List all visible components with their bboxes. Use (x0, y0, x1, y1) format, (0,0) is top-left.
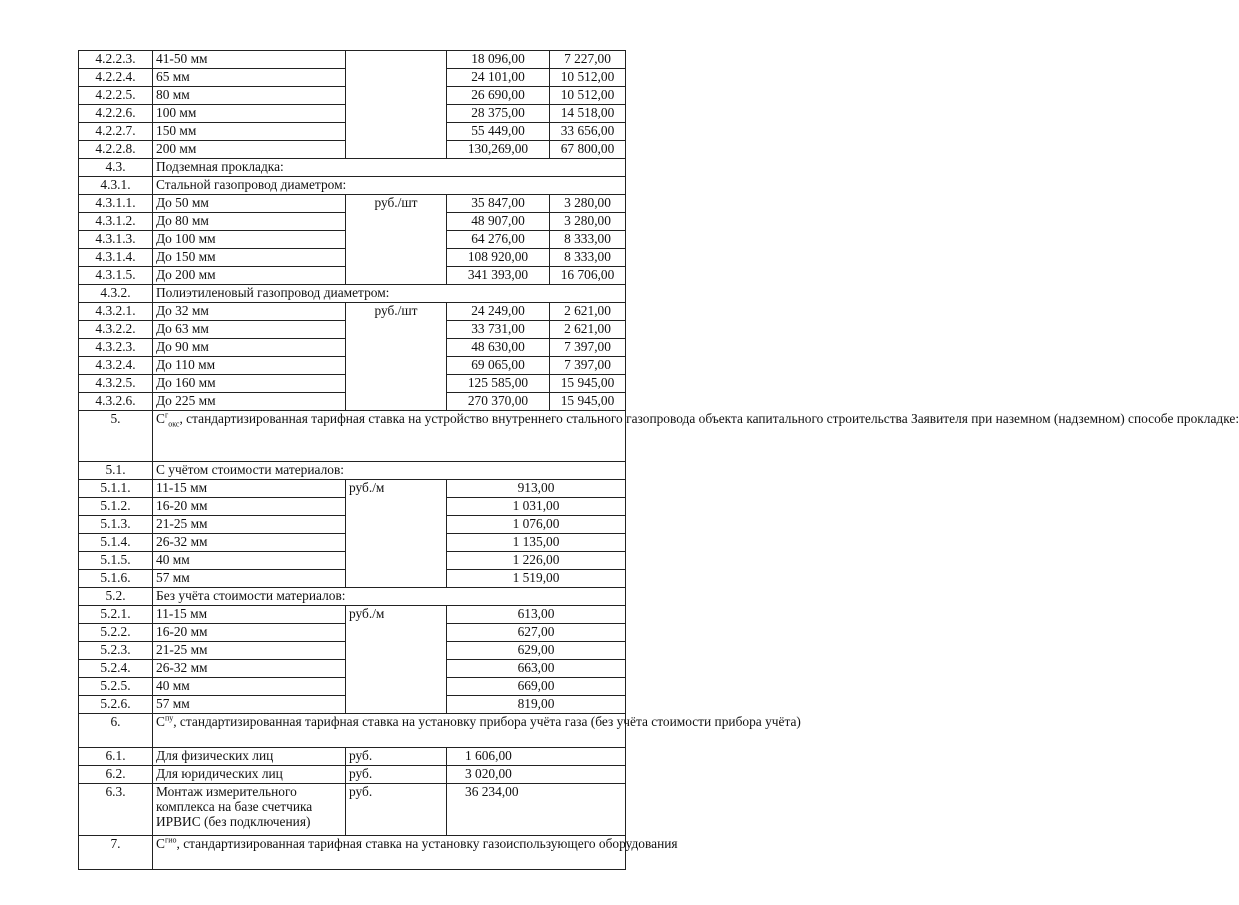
price: 3 020,00 (447, 766, 626, 784)
row-description: До 100 мм (153, 231, 346, 249)
section-title: Полиэтиленовый газопровод диаметром: (153, 285, 626, 303)
price-with-materials: 55 449,00 (447, 123, 550, 141)
price-without-materials: 8 333,00 (550, 231, 626, 249)
row-number: 4.3.2.4. (79, 357, 153, 375)
price-with-materials: 28 375,00 (447, 105, 550, 123)
row-description: 80 мм (153, 87, 346, 105)
row-number: 5.2.1. (79, 606, 153, 624)
price-with-materials: 64 276,00 (447, 231, 550, 249)
price-without-materials: 7 397,00 (550, 339, 626, 357)
price: 1 606,00 (447, 748, 626, 766)
price-without-materials: 33 656,00 (550, 123, 626, 141)
row-description: Для юридических лиц (153, 766, 346, 784)
section-heading-row (79, 588, 626, 606)
row-description: 16-20 мм (153, 624, 346, 642)
row-number: 5.1.1. (79, 480, 153, 498)
table-row (79, 606, 626, 624)
row-number: 4.3.2.3. (79, 339, 153, 357)
row-description: 150 мм (153, 123, 346, 141)
price-with-materials: 108 920,00 (447, 249, 550, 267)
price-with-materials: 24 101,00 (447, 69, 550, 87)
row-number: 4.3.1.2. (79, 213, 153, 231)
price-with-materials: 69 065,00 (447, 357, 550, 375)
section-heading-row (79, 285, 626, 303)
row-description: До 32 мм (153, 303, 346, 321)
row-number: 5.1.5. (79, 552, 153, 570)
table-row (79, 480, 626, 498)
section-heading-row (79, 714, 626, 748)
table-row (79, 766, 626, 784)
row-number: 6.1. (79, 748, 153, 766)
row-description: 100 мм (153, 105, 346, 123)
row-description: 16-20 мм (153, 498, 346, 516)
price-with-materials: 270 370,00 (447, 393, 550, 411)
row-number: 4.3.2.2. (79, 321, 153, 339)
price-without-materials: 14 518,00 (550, 105, 626, 123)
formula-superscript: гио (164, 835, 177, 845)
section-heading-row (79, 836, 626, 870)
price: 1 519,00 (447, 570, 626, 588)
price: 1 031,00 (447, 498, 626, 516)
price-without-materials: 2 621,00 (550, 303, 626, 321)
row-description: До 200 мм (153, 267, 346, 285)
row-description: До 225 мм (153, 393, 346, 411)
row-number: 4.3.1.1. (79, 195, 153, 213)
row-description: До 160 мм (153, 375, 346, 393)
section-number: 4.3.1. (79, 177, 153, 195)
price: 1 135,00 (447, 534, 626, 552)
section-number: 4.3.2. (79, 285, 153, 303)
price-without-materials: 3 280,00 (550, 195, 626, 213)
price: 1 226,00 (447, 552, 626, 570)
table-row (79, 51, 626, 69)
section-text: , стандартизированная тарифная ставка на установку газоиспользующего оборудования (176, 836, 678, 851)
row-number: 5.1.6. (79, 570, 153, 588)
row-number: 4.2.2.3. (79, 51, 153, 69)
section-heading-row (79, 177, 626, 195)
price-without-materials: 8 333,00 (550, 249, 626, 267)
price-without-materials: 7 397,00 (550, 357, 626, 375)
section-number: 7. (79, 836, 153, 870)
price: 669,00 (447, 678, 626, 696)
section-number: 5.2. (79, 588, 153, 606)
row-description: До 80 мм (153, 213, 346, 231)
price-without-materials: 2 621,00 (550, 321, 626, 339)
section-title: Подземная прокладка: (153, 159, 626, 177)
row-number: 5.2.2. (79, 624, 153, 642)
row-number: 4.3.2.1. (79, 303, 153, 321)
row-description: 41-50 мм (153, 51, 346, 69)
price-with-materials: 24 249,00 (447, 303, 550, 321)
section-title: С учётом стоимости материалов: (153, 462, 626, 480)
price-with-materials: 33 731,00 (447, 321, 550, 339)
price-with-materials: 130,269,00 (447, 141, 550, 159)
price-with-materials: 35 847,00 (447, 195, 550, 213)
row-number: 4.3.1.4. (79, 249, 153, 267)
price: 1 076,00 (447, 516, 626, 534)
price-without-materials: 10 512,00 (550, 69, 626, 87)
row-description: Для физических лиц (153, 748, 346, 766)
unit-cell: руб. (346, 766, 447, 784)
row-description: До 110 мм (153, 357, 346, 375)
formula-superscript: пу (164, 713, 174, 723)
price: 36 234,00 (447, 784, 626, 836)
row-number: 4.3.1.5. (79, 267, 153, 285)
row-number: 5.1.2. (79, 498, 153, 516)
section-number: 5. (79, 411, 153, 462)
price: 819,00 (447, 696, 626, 714)
row-number: 4.3.1.3. (79, 231, 153, 249)
formula-symbol: С (156, 714, 165, 729)
unit-cell: руб./м (346, 606, 447, 714)
unit-cell (346, 51, 447, 159)
unit-cell: руб./м (346, 480, 447, 588)
row-description: 40 мм (153, 552, 346, 570)
formula-symbol: С (156, 411, 165, 426)
unit-cell: руб. (346, 784, 447, 836)
row-number: 6.2. (79, 766, 153, 784)
price-without-materials: 15 945,00 (550, 375, 626, 393)
price-without-materials: 10 512,00 (550, 87, 626, 105)
row-number: 4.2.2.7. (79, 123, 153, 141)
row-description: 21-25 мм (153, 642, 346, 660)
row-description: Монтаж измерительного комплекса на базе счетчика ИРВИС (без подключения) (153, 784, 346, 836)
price: 629,00 (447, 642, 626, 660)
section-number: 5.1. (79, 462, 153, 480)
formula-symbol: С (156, 836, 165, 851)
section-heading-row (79, 159, 626, 177)
unit-cell: руб./шт (346, 195, 447, 285)
table-row (79, 784, 626, 836)
row-description: 65 мм (153, 69, 346, 87)
price-without-materials: 3 280,00 (550, 213, 626, 231)
price-without-materials: 67 800,00 (550, 141, 626, 159)
tariff-table (78, 50, 1239, 870)
row-description: До 90 мм (153, 339, 346, 357)
price: 627,00 (447, 624, 626, 642)
row-description: До 50 мм (153, 195, 346, 213)
section-title (153, 835, 678, 870)
price: 613,00 (447, 606, 626, 624)
section-title: Стальной газопровод диаметром: (153, 177, 626, 195)
price-without-materials: 15 945,00 (550, 393, 626, 411)
price-with-materials: 48 907,00 (447, 213, 550, 231)
row-number: 4.2.2.8. (79, 141, 153, 159)
table-row (79, 303, 626, 321)
row-description: 57 мм (153, 696, 346, 714)
table-row (79, 195, 626, 213)
table-row (79, 748, 626, 766)
formula-superscript: г (164, 410, 169, 420)
row-description: 57 мм (153, 570, 346, 588)
row-number: 6.3. (79, 784, 153, 836)
row-description: 26-32 мм (153, 534, 346, 552)
price-with-materials: 48 630,00 (447, 339, 550, 357)
row-description: 21-25 мм (153, 516, 346, 534)
row-number: 4.3.2.5. (79, 375, 153, 393)
row-number: 5.2.3. (79, 642, 153, 660)
price: 913,00 (447, 480, 626, 498)
section-heading-row (79, 411, 626, 462)
section-number: 4.3. (79, 159, 153, 177)
price-with-materials: 341 393,00 (447, 267, 550, 285)
price-without-materials: 7 227,00 (550, 51, 626, 69)
section-title: Без учёта стоимости материалов: (153, 588, 626, 606)
row-description: До 63 мм (153, 321, 346, 339)
row-description: 26-32 мм (153, 660, 346, 678)
price-with-materials: 26 690,00 (447, 87, 550, 105)
price-with-materials: 125 585,00 (447, 375, 550, 393)
row-number: 5.1.4. (79, 534, 153, 552)
section-title (153, 713, 801, 748)
row-number: 5.1.3. (79, 516, 153, 534)
price-without-materials: 16 706,00 (550, 267, 626, 285)
unit-cell: руб. (346, 748, 447, 766)
row-description: 11-15 мм (153, 606, 346, 624)
section-text: , стандартизированная тарифная ставка на устройство внутреннего стального газопровода объекта капитального строительства Заявителя при наземном (надземном) способе прокладке: (179, 411, 1239, 426)
formula-subscript: окс (168, 419, 180, 429)
row-number: 4.2.2.4. (79, 69, 153, 87)
section-title (153, 410, 1239, 462)
row-number: 5.2.5. (79, 678, 153, 696)
row-number: 4.2.2.5. (79, 87, 153, 105)
row-description: 200 мм (153, 141, 346, 159)
unit-cell: руб./шт (346, 303, 447, 411)
row-description: 40 мм (153, 678, 346, 696)
price-with-materials: 18 096,00 (447, 51, 550, 69)
row-number: 5.2.4. (79, 660, 153, 678)
section-text: , стандартизированная тарифная ставка на установку прибора учёта газа (без учёта стоимости прибора учёта) (173, 714, 801, 729)
row-number: 4.2.2.6. (79, 105, 153, 123)
row-description: До 150 мм (153, 249, 346, 267)
row-number: 4.3.2.6. (79, 393, 153, 411)
section-heading-row (79, 462, 626, 480)
row-number: 5.2.6. (79, 696, 153, 714)
price: 663,00 (447, 660, 626, 678)
row-description: 11-15 мм (153, 480, 346, 498)
section-number: 6. (79, 714, 153, 748)
